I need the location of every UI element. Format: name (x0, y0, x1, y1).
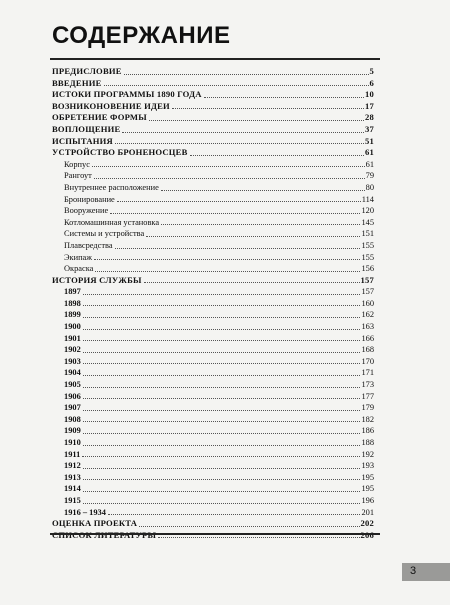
toc-entry (52, 205, 374, 217)
dot-leader (83, 317, 361, 318)
toc-entry (52, 263, 374, 275)
dot-leader (83, 398, 361, 399)
dot-leader (83, 340, 361, 341)
toc-entry-label: 1904 (64, 368, 81, 378)
toc-entry-label: 1912 (64, 461, 81, 471)
toc-entry-page: 188 (361, 438, 374, 447)
toc-entry (52, 518, 374, 530)
toc-entry (52, 507, 374, 519)
toc-entry-label: Окраска (64, 264, 94, 274)
toc-entry (52, 495, 374, 507)
toc-entry-label: 1899 (64, 310, 81, 320)
toc-entry-page: 196 (361, 495, 374, 505)
toc-entry-page: 37 (365, 123, 374, 134)
dot-leader (122, 132, 364, 133)
toc-entry-page: 170 (361, 356, 374, 366)
toc-entry (52, 414, 374, 426)
toc-entry-label: 1897 (64, 287, 81, 297)
toc-entry-page: 177 (361, 391, 374, 401)
bottom-divider (50, 533, 380, 535)
toc-entry-label: 1907 (64, 403, 81, 413)
toc-entry-page: 6 (369, 77, 374, 88)
dot-leader (104, 85, 369, 86)
toc-entry-label: 1914 (64, 484, 81, 494)
toc-entry-label: 1915 (64, 495, 81, 505)
toc-entry-label: Бронирование (64, 194, 115, 204)
toc-entry (52, 472, 374, 484)
dot-leader (82, 456, 360, 457)
dot-leader (161, 190, 365, 191)
toc-entry (52, 66, 374, 78)
toc-entry (52, 252, 374, 264)
toc-entry-page: 61 (365, 147, 374, 158)
toc-entry-label: Рангоут (64, 171, 92, 181)
toc-entry (52, 333, 374, 345)
toc-entry-page: 195 (361, 484, 374, 494)
toc-entry-label: 1902 (64, 345, 81, 355)
toc-entry (52, 112, 374, 124)
toc-entry-page: 5 (369, 66, 374, 76)
toc-entry-label: ИСТОРИЯ СЛУЖБЫ (52, 274, 142, 285)
toc-entry (52, 530, 374, 542)
toc-entry (52, 182, 374, 194)
toc-entry (52, 309, 374, 321)
toc-entry (52, 124, 374, 136)
toc-entry (52, 78, 374, 90)
dot-leader (139, 526, 359, 527)
dot-leader (83, 363, 361, 364)
toc-entry-page: 168 (361, 345, 374, 355)
toc-entry (52, 275, 374, 287)
toc-entry-page: 162 (361, 310, 374, 320)
toc-entry-label: Системы и устройства (64, 229, 145, 239)
toc-entry (52, 217, 374, 229)
toc-entry-label: 1909 (64, 426, 81, 436)
toc-entry (52, 159, 374, 171)
toc-entry-page: 179 (361, 403, 374, 413)
toc-entry-page: 28 (365, 112, 374, 123)
toc-entry-label: Вооружение (64, 206, 109, 216)
toc-entry-page: 202 (360, 518, 374, 529)
toc-entry (52, 286, 374, 298)
toc-entry-label: Корпус (64, 159, 90, 169)
toc-entry-page: 145 (361, 217, 374, 227)
toc-entry-page: 173 (361, 380, 374, 390)
toc-entry (52, 321, 374, 333)
page-number: 3 (410, 565, 417, 577)
toc-entry-page: 10 (365, 89, 374, 100)
toc-entry-label: ВОЗНИКОНОВЕНИЕ ИДЕИ (52, 100, 170, 111)
toc-entry-page: 79 (365, 171, 374, 181)
toc-entry-page: 171 (361, 368, 374, 378)
dot-leader (83, 305, 361, 306)
top-divider (50, 58, 380, 60)
toc-entry-label: 1903 (64, 356, 81, 366)
dot-leader (83, 433, 361, 434)
toc-entry-label: УСТРОЙСТВО БРОНЕНОСЦЕВ (52, 147, 188, 158)
toc-entry (52, 170, 374, 182)
toc-entry-label: ВВЕДЕНИЕ (52, 77, 102, 88)
toc-entry (52, 356, 374, 368)
dot-leader (83, 329, 361, 330)
toc-entry-page: 166 (361, 333, 374, 343)
dot-leader (83, 421, 361, 422)
page-number-tab (402, 563, 450, 581)
toc-entry-page: 182 (361, 414, 374, 424)
dot-leader (83, 479, 361, 480)
toc-entry-label: 1898 (64, 298, 81, 308)
toc-entry-page: 206 (360, 529, 374, 540)
toc-entry (52, 89, 374, 101)
toc-entry-label: ОБРЕТЕНИЕ ФОРМЫ (52, 112, 147, 123)
toc-entry-label: 1916 – 1934 (64, 507, 106, 517)
dot-leader (124, 74, 369, 75)
toc-entry-page: 186 (361, 426, 374, 436)
toc-entry-page: 193 (361, 461, 374, 471)
toc-entry-label: 1910 (64, 438, 81, 447)
toc-entry-page: 156 (361, 264, 374, 274)
toc-entry (52, 483, 374, 495)
dot-leader (83, 294, 361, 295)
dot-leader (83, 375, 361, 376)
toc-entry (52, 367, 374, 379)
toc-entry-label: Плавсредства (64, 240, 113, 250)
dot-leader (95, 271, 360, 272)
dot-leader (83, 468, 361, 469)
toc-entry (52, 344, 374, 356)
dot-leader (108, 514, 361, 515)
dot-leader (115, 143, 364, 144)
toc-entry (52, 101, 374, 113)
toc-entry-page: 195 (361, 472, 374, 482)
toc-entry-label: 1905 (64, 380, 81, 390)
toc-entry-page: 163 (361, 322, 374, 332)
toc-entry (52, 147, 374, 159)
toc-entry-label: 1908 (64, 414, 81, 424)
dot-leader (92, 166, 365, 167)
toc-entry (52, 136, 374, 148)
toc-entry (52, 194, 374, 206)
dot-leader (117, 201, 361, 202)
dot-leader (83, 352, 361, 353)
dot-leader (144, 282, 360, 283)
toc-entry (52, 228, 374, 240)
toc-entry-page: 155 (361, 240, 374, 250)
toc-entry-label: 1913 (64, 472, 81, 482)
dot-leader (161, 224, 360, 225)
dot-leader (115, 248, 361, 249)
toc-entry-label: 1900 (64, 322, 81, 332)
toc-entry-label: ИСПЫТАНИЯ (52, 135, 113, 146)
dot-leader (204, 97, 364, 98)
dot-leader (83, 503, 361, 504)
dot-leader (110, 213, 360, 214)
toc-entry (52, 379, 374, 391)
toc-entry (52, 460, 374, 472)
toc-entry-label: ПРЕДИСЛОВИЕ (52, 66, 122, 76)
dot-leader (190, 155, 364, 156)
toc-entry-label: 1906 (64, 391, 81, 401)
dot-leader (94, 259, 360, 260)
dot-leader (94, 178, 365, 179)
toc-entry (52, 298, 374, 310)
toc-entry (52, 391, 374, 403)
toc-entry-page: 157 (360, 274, 374, 285)
toc-entry (52, 449, 374, 461)
toc-entry-label: СПИСОК ЛИТЕРАТУРЫ (52, 529, 157, 540)
toc-entry-label: ИСТОКИ ПРОГРАММЫ 1890 ГОДА (52, 89, 202, 100)
toc-entry-page: 157 (361, 287, 374, 297)
toc-entry (52, 240, 374, 252)
toc-entry-page: 151 (361, 229, 374, 239)
toc-entry-page: 80 (365, 182, 374, 192)
toc-entry-page: 51 (365, 135, 374, 146)
dot-leader (83, 410, 361, 411)
toc-entry-page: 61 (365, 159, 374, 169)
toc-entry-label: Экипаж (64, 252, 93, 262)
toc-entry (52, 402, 374, 414)
toc-entry-page: 17 (365, 100, 374, 111)
dot-leader (83, 387, 361, 388)
dot-leader (172, 108, 364, 109)
toc-entry-page: 114 (361, 194, 374, 204)
toc-entry-page: 201 (361, 507, 374, 517)
dot-leader (83, 445, 361, 446)
toc-entry-label: Внутреннее расположение (64, 182, 159, 192)
toc-entry-label: ВОПЛОЩЕНИЕ (52, 123, 121, 134)
toc-entry-page: 160 (361, 298, 374, 308)
dot-leader (158, 537, 359, 538)
toc-entry-label: 1911 (64, 449, 81, 459)
dot-leader (146, 236, 360, 237)
toc-entry-page: 192 (361, 449, 374, 459)
toc-entry (52, 437, 374, 449)
toc-entry-page: 120 (361, 206, 374, 216)
toc-entry (52, 425, 374, 437)
toc-entry-label: ОЦЕНКА ПРОЕКТА (52, 518, 138, 529)
dot-leader (149, 120, 364, 121)
dot-leader (83, 491, 361, 492)
table-of-contents (52, 66, 374, 541)
toc-entry-label: 1901 (64, 333, 81, 343)
page-title: СОДЕРЖАНИЕ (52, 22, 231, 49)
toc-entry-page: 155 (361, 252, 374, 262)
toc-entry-label: Котломашинная установка (64, 217, 160, 227)
